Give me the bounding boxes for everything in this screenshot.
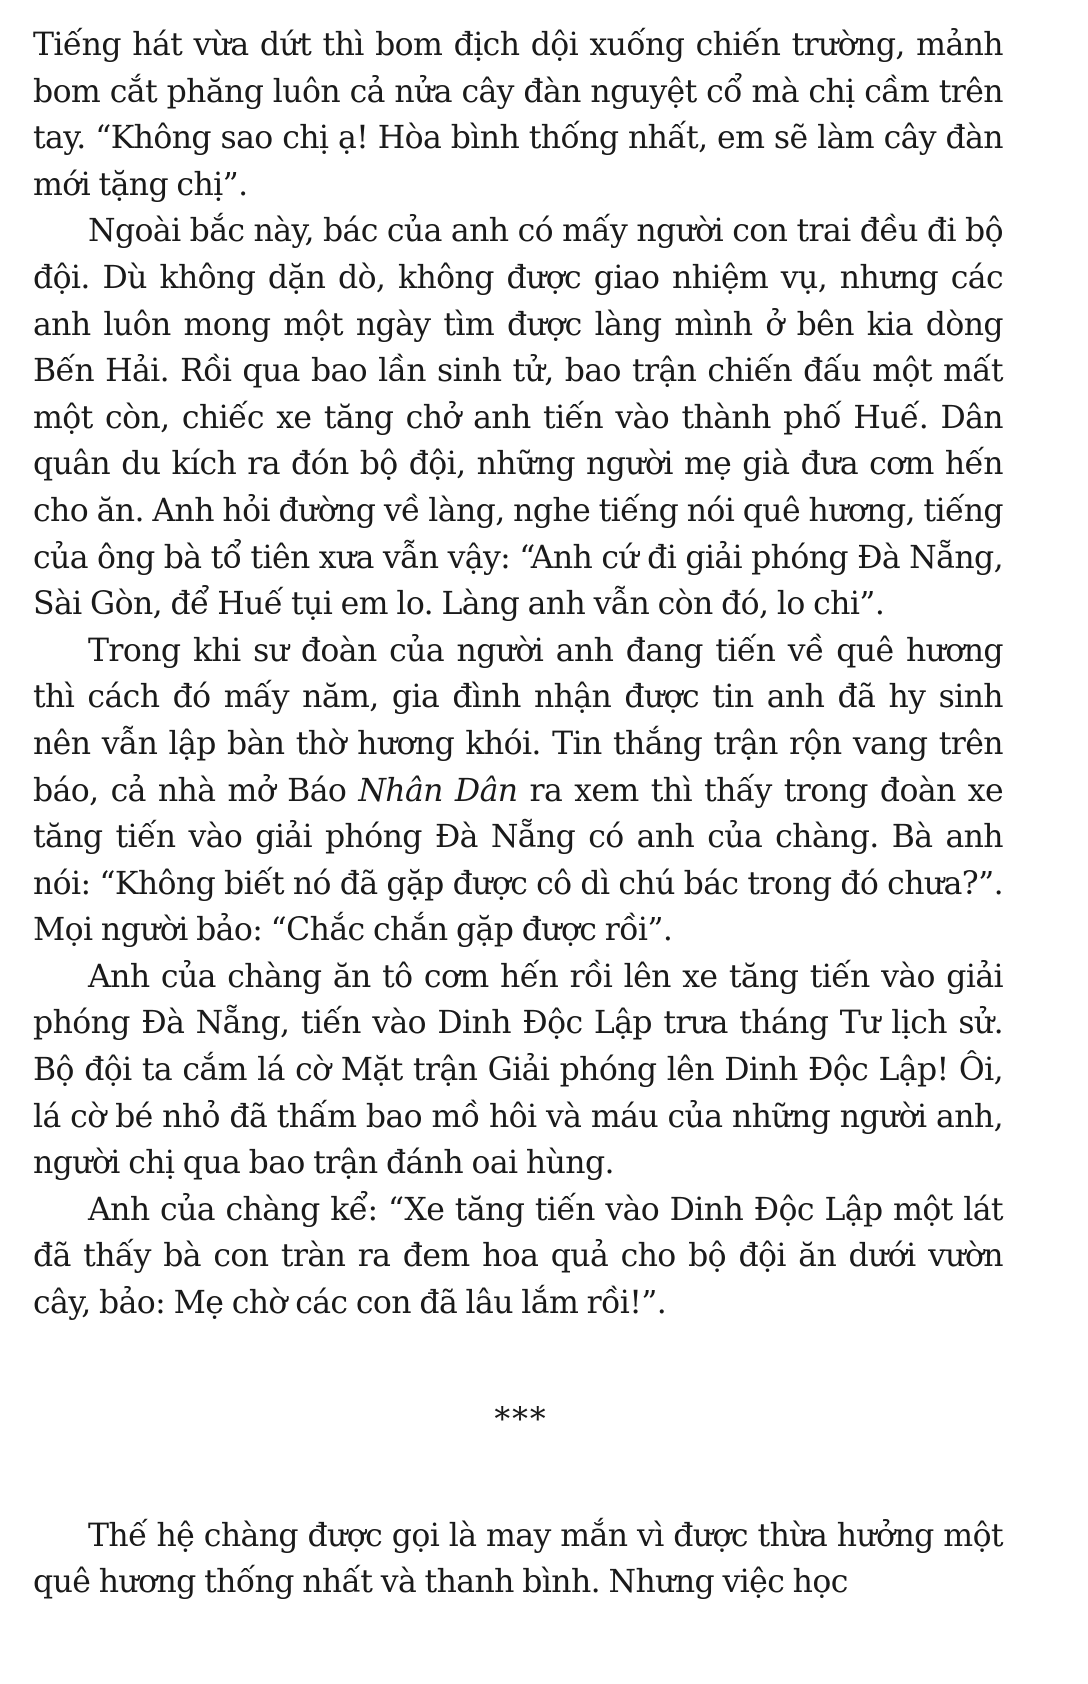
paragraph-1: Tiếng hát vừa dứt thì bom địch dội xuống chiến trường, mảnh bom cắt phăng luôn cả nửa cây đàn nguyệt cổ mà chị cầm trên tay. “Không sao chị ạ! Hòa bình thống nhất, em sẽ làm cây đàn mới tặng chị”. xyxy=(33,27,1003,203)
paragraph-3-text-start: Trong khi sư đoàn của người anh đang tiến về quê hương thì cách đó mấy năm, gia đình nhận được tin anh đã hy sinh nên vẫn lập bàn thờ hương khói. Tin thắng trận rộn vang trên báo, cả nhà mở Báo xyxy=(33,632,1003,809)
paragraph-3 xyxy=(33,628,1003,954)
paragraph-4: Anh của chàng ăn tô cơm hến rồi lên xe tăng tiến vào giải phóng Đà Nẵng, tiến vào Dinh Độc Lập trưa tháng Tư lịch sử. Bộ đội ta cắm lá cờ Mặt trận Giải phóng lên Dinh Độc Lập! Ôi, lá cờ bé nhỏ đã thấm bao mồ hôi và máu của những người anh, người chị qua bao trận đánh oai hùng. xyxy=(33,958,1003,1182)
paragraph-6: Thế hệ chàng được gọi là may mắn vì được thừa hưởng một quê hương thống nhất và thanh bình. Nhưng việc học xyxy=(33,1517,1003,1601)
paragraph-5: Anh của chàng kể: “Xe tăng tiến vào Dinh Độc Lập một lát đã thấy bà con tràn ra đem hoa quả cho bộ đội ăn dưới vườn cây, bảo: Mẹ chờ các con đã lâu lắm rồi!”. xyxy=(33,1191,1003,1322)
section-separator: *** xyxy=(494,1401,548,1438)
document-page xyxy=(33,22,1003,1606)
paragraph-2: Ngoài bắc này, bác của anh có mấy người con trai đều đi bộ đội. Dù không dặn dò, không được giao nhiệm vụ, nhưng các anh luôn mong một ngày tìm được làng mình ở bên kia dòng Bến Hải. Rồi qua bao lần sinh tử, bao trận chiến đấu một mất một còn, chiếc xe tăng chở anh tiến vào thành phố Huế. Dân quân du kích ra đón bộ đội, những người mẹ già đưa cơm hến cho ăn. Anh hỏi đường về làng, nghe tiếng nói quê hương, tiếng của ông bà tổ tiên xưa vẫn vậy: “Anh cứ đi giải phóng Đà Nẵng, Sài Gòn, để Huế tụi em lo. Làng anh vẫn còn đó, lo chi”. xyxy=(33,213,1003,623)
newspaper-title: Nhân Dân xyxy=(358,772,518,809)
paragraph-3-text-end: ra xem thì thấy trong đoàn xe tăng tiến vào giải phóng Đà Nẵng có anh của chàng. Bà anh nói: “Không biết nó đã gặp được cô dì chú bác trong đó chưa?”. Mọi người bảo: “Chắc chắn gặp được rồi”. xyxy=(33,772,1004,949)
